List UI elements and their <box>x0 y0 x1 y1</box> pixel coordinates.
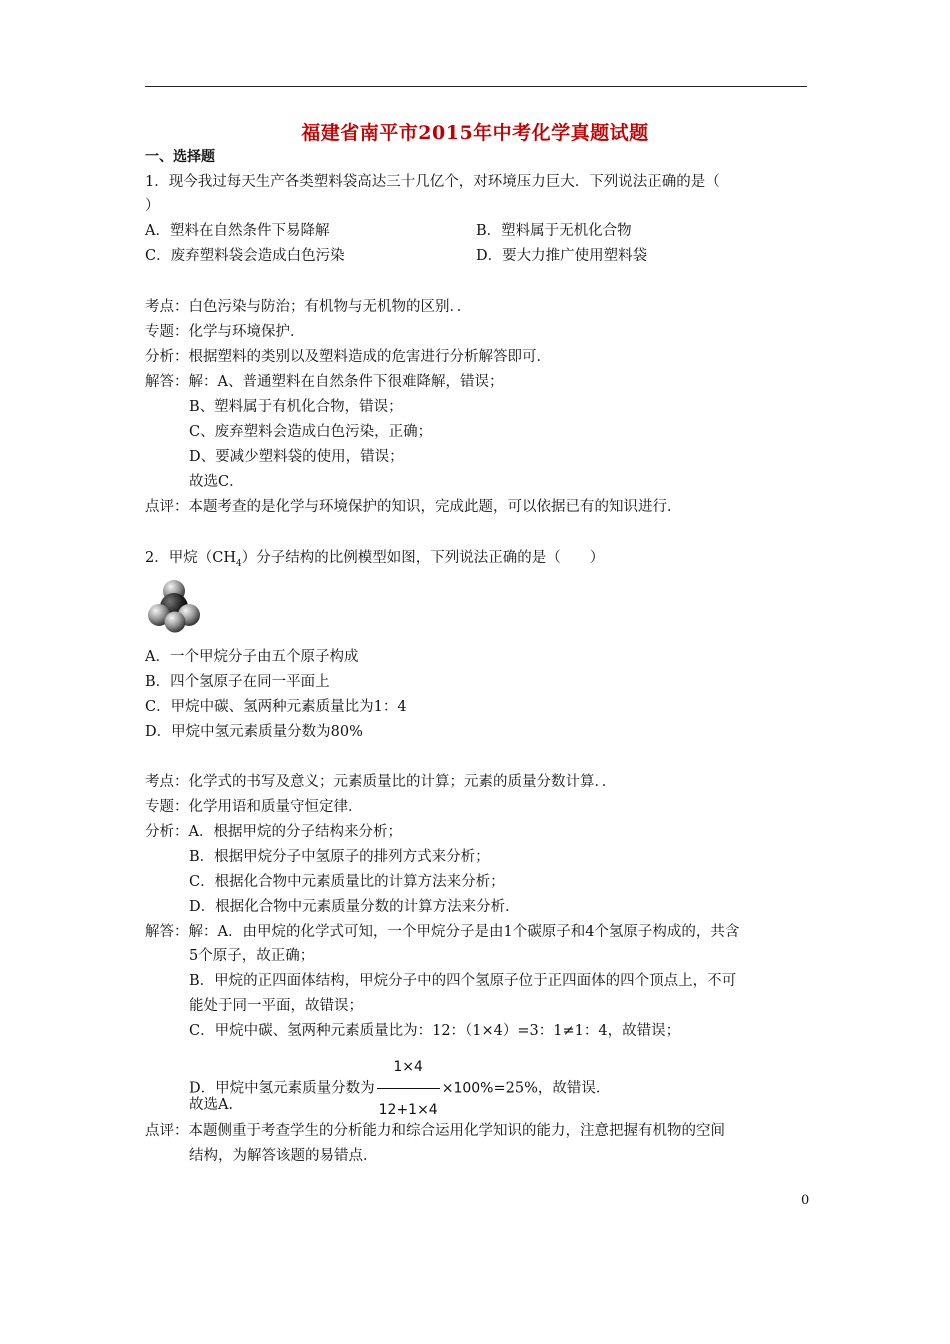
q1-option-b: B．塑料属于无机化合物 <box>476 223 632 239</box>
q2-jieda-line: 解答：解：A．由甲烷的化学式可知，一个甲烷分子是由1个碳原子和4个氢原子构成的，共含 <box>145 924 740 940</box>
methane-model-image <box>147 577 201 633</box>
q1-jieda-line: B、塑料属于有机化合物，错误； <box>189 399 403 415</box>
q2-fenxi-line: B．根据甲烷分子中氢原子的排列方式来分析； <box>189 849 490 865</box>
q2-fenxi-line: C．根据化合物中元素质量比的计算方法来分析； <box>189 874 505 890</box>
q1-jieda-line: 解答：解：A、普通塑料在自然条件下很难降解，错误； <box>145 374 504 390</box>
q1-jieda-line: D、要减少塑料袋的使用，错误； <box>189 449 404 465</box>
q1-jieda-line: C、废弃塑料会造成白色污染，正确； <box>189 424 433 440</box>
q2-jieda-line: 5个原子，故正确； <box>189 948 315 964</box>
q2-jieda-line: 能处于同一平面，故错误； <box>189 998 363 1014</box>
q2-fenxi-line: D．根据化合物中元素质量分数的计算方法来分析． <box>189 899 520 915</box>
q1-zhuanti: 专题：化学与环境保护． <box>145 324 305 340</box>
q2-dianping: 点评：本题侧重于考查学生的分析能力和综合运用化学知识的能力，注意把握有机物的空间 <box>145 1123 725 1139</box>
mass-fraction-formula: $\frac{1\times 4}{12+1\times 4}$ <box>377 1047 440 1130</box>
q2-jieda-end: 故选A． <box>189 1097 243 1113</box>
page-number: 0 <box>801 1193 810 1208</box>
q1-option-d: D．要大力推广使用塑料袋 <box>476 248 648 264</box>
q2-kaodian: 考点：化学式的书写及意义；元素质量比的计算；元素的质量分数计算．． <box>145 774 617 790</box>
q2-dianping-cont: 结构，为解答该题的易错点． <box>189 1148 378 1164</box>
q2-option-b: B．四个氢原子在同一平面上 <box>145 674 330 690</box>
q1-stem-end: ） <box>145 198 160 214</box>
q1-kaodian: 考点：白色污染与防治；有机物与无机物的区别．． <box>145 299 472 315</box>
q2-option-d: D．甲烷中氢元素质量分数为80% <box>145 724 363 740</box>
q1-stem: 1．现今我过每天生产各类塑料袋高达三十几亿个，对环境压力巨大．下列说法正确的是（ <box>145 174 720 190</box>
section-heading: 一、选择题 <box>145 149 215 165</box>
q2-option-c: C．甲烷中碳、氢两种元素质量比为1：4 <box>145 699 407 715</box>
q2-fenxi-line: 分析：A．根据甲烷的分子结构来分析； <box>145 824 402 840</box>
q2-option-a: A．一个甲烷分子由五个原子构成 <box>145 649 359 665</box>
q1-option-c: C．废弃塑料袋会造成白色污染 <box>145 248 345 264</box>
q2-zhuanti: 专题：化学用语和质量守恒定律． <box>145 799 363 815</box>
q1-option-a: A．塑料在自然条件下易降解 <box>145 223 330 239</box>
header-rule <box>145 86 807 87</box>
q2-jieda-line: B．甲烷的正四面体结构，甲烷分子中的四个氢原子位于正四面体的四个顶点上，不可 <box>189 973 737 989</box>
page-title: 福建省南平市2015年中考化学真题试题 <box>301 122 649 144</box>
q1-dianping: 点评：本题考查的是化学与环境保护的知识，完成此题，可以依据已有的知识进行． <box>145 499 682 515</box>
q1-fenxi: 分析：根据塑料的类别以及塑料造成的危害进行分析解答即可． <box>145 349 551 365</box>
q2-jieda-formula-line: D．甲烷中氢元素质量分数为 $\frac{1\times 4}{12+1\times 4}$ ×100%=25%，故错误． <box>189 1047 610 1130</box>
q2-stem: 2．甲烷$(CH_4)$分子结构的比例模型如图，下列说法正确的是（ ） <box>145 550 605 569</box>
q2-jieda-line: C．甲烷中碳、氢两种元素质量比为：12：（1×4）=3：1≠1：4，故错误； <box>189 1023 681 1039</box>
q1-jieda-line: 故选C． <box>189 474 244 490</box>
